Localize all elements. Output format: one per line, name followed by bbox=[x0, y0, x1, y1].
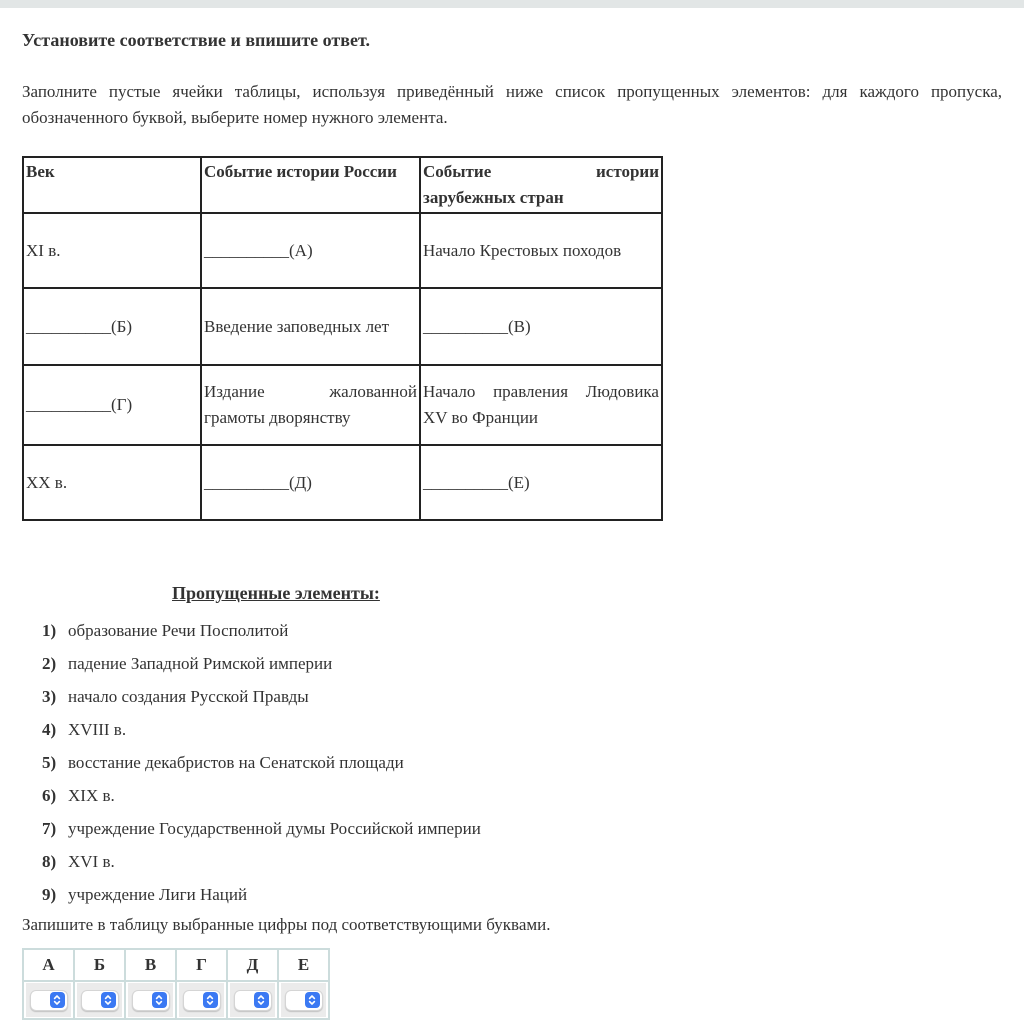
cell-blank-g: __________(Г) bbox=[23, 365, 201, 445]
missing-elements-list bbox=[22, 614, 1002, 911]
events-table-header-row bbox=[23, 157, 662, 213]
answer-select-b[interactable] bbox=[81, 990, 119, 1011]
answer-select-e[interactable] bbox=[285, 990, 323, 1011]
chevron-up-down-icon bbox=[152, 992, 167, 1008]
item-text: восстание декабристов на Сенатской площади bbox=[68, 752, 404, 772]
item-number: 2) bbox=[42, 653, 57, 673]
top-gray-bar bbox=[0, 0, 1024, 8]
item-number: 7) bbox=[42, 818, 57, 838]
answer-letter-v: В bbox=[125, 949, 176, 981]
table-row bbox=[23, 365, 662, 445]
item-number: 1) bbox=[42, 620, 57, 640]
item-text: учреждение Лиги Наций bbox=[68, 884, 248, 904]
table-row bbox=[23, 445, 662, 520]
cell-blank-v: __________(В) bbox=[420, 288, 662, 365]
answer-letter-g: Г bbox=[176, 949, 227, 981]
chevron-up-down-icon bbox=[305, 992, 320, 1008]
header-foreign-event bbox=[420, 157, 662, 213]
list-item bbox=[22, 845, 1002, 878]
cell-blank-d: __________(Д) bbox=[201, 445, 420, 520]
answer-select-d[interactable] bbox=[234, 990, 272, 1011]
list-item bbox=[22, 713, 1002, 746]
cell-charter-line-2: грамоты дворянству bbox=[204, 408, 351, 427]
chevron-up-down-icon bbox=[50, 992, 65, 1008]
header-russia-event: Событие истории России bbox=[201, 157, 420, 213]
answer-selects-row bbox=[23, 981, 329, 1019]
page-title: Установите соответствие и впишите ответ. bbox=[22, 30, 370, 50]
answer-select-cell bbox=[128, 983, 173, 1017]
cell-zapovednye-leta: Введение заповедных лет bbox=[201, 288, 420, 365]
answer-letter-e: Е bbox=[278, 949, 329, 981]
chevron-up-down-icon bbox=[101, 992, 116, 1008]
cell-century-xx: XX в. bbox=[23, 445, 201, 520]
header-foreign-line-2: зарубежных стран bbox=[423, 188, 564, 207]
chevron-up-down-icon bbox=[254, 992, 269, 1008]
item-number: 3) bbox=[42, 686, 57, 706]
answer-letter-a: А bbox=[23, 949, 74, 981]
item-text: начало создания Русской Правды bbox=[68, 686, 309, 706]
list-item bbox=[22, 779, 1002, 812]
cell-louis-word-3: Людовика bbox=[585, 382, 659, 401]
item-text: XIX в. bbox=[68, 785, 115, 805]
list-item bbox=[22, 647, 1002, 680]
answer-letter-d: Д bbox=[227, 949, 278, 981]
item-text: XVI в. bbox=[68, 851, 115, 871]
answer-letter-b: Б bbox=[74, 949, 125, 981]
answer-select-v[interactable] bbox=[132, 990, 170, 1011]
events-table bbox=[22, 156, 663, 521]
cell-louis-line-2: XV во Франции bbox=[423, 408, 539, 427]
write-answers-instruction: Запишите в таблицу выбранные цифры под соответствующими буквами. bbox=[22, 915, 551, 934]
item-number: 6) bbox=[42, 785, 57, 805]
cell-century-xi: XI в. bbox=[23, 213, 201, 288]
header-foreign-word-2: истории bbox=[595, 162, 659, 181]
answer-select-cell bbox=[77, 983, 122, 1017]
header-century: Век bbox=[23, 157, 201, 213]
question-page bbox=[0, 28, 1024, 1020]
answer-select-g[interactable] bbox=[183, 990, 221, 1011]
cell-crusades: Начало Крестовых походов bbox=[420, 213, 662, 288]
item-text: учреждение Государственной думы Российской империи bbox=[68, 818, 481, 838]
item-text: образование Речи Посполитой bbox=[68, 620, 289, 640]
list-item bbox=[22, 680, 1002, 713]
cell-blank-b: __________(Б) bbox=[23, 288, 201, 365]
cell-louis-word-2: правления bbox=[493, 382, 569, 401]
answer-letters-row bbox=[23, 949, 329, 981]
cell-blank-e: __________(Е) bbox=[420, 445, 662, 520]
list-item bbox=[22, 878, 1002, 911]
list-item bbox=[22, 614, 1002, 647]
cell-charter-nobility bbox=[201, 365, 420, 445]
header-foreign-word-1: Событие bbox=[423, 162, 492, 181]
cell-blank-a: __________(А) bbox=[201, 213, 420, 288]
answer-grid bbox=[22, 948, 330, 1020]
item-number: 4) bbox=[42, 719, 57, 739]
list-item bbox=[22, 812, 1002, 845]
chevron-up-down-icon bbox=[203, 992, 218, 1008]
item-number: 5) bbox=[42, 752, 57, 772]
cell-louis-word-1: Начало bbox=[423, 382, 476, 401]
missing-elements-heading: Пропущенные элементы: bbox=[172, 583, 380, 603]
cell-charter-word-2: жалованной bbox=[329, 382, 417, 401]
cell-charter-word-1: Издание bbox=[204, 382, 265, 401]
item-text: XVIII в. bbox=[68, 719, 127, 739]
item-number: 8) bbox=[42, 851, 57, 871]
answer-select-cell bbox=[281, 983, 326, 1017]
task-instruction: Заполните пустые ячейки таблицы, используя приведённый ниже список пропущенных элементов: для каждого пропуска, обозначенного буквой, выберите номер нужного элемента. bbox=[22, 82, 1002, 127]
answer-select-cell bbox=[26, 983, 71, 1017]
item-number: 9) bbox=[42, 884, 57, 904]
item-text: падение Западной Римской империи bbox=[68, 653, 333, 673]
table-row bbox=[23, 288, 662, 365]
answer-select-a[interactable] bbox=[30, 990, 68, 1011]
cell-louis-xv bbox=[420, 365, 662, 445]
list-item bbox=[22, 746, 1002, 779]
answer-select-cell bbox=[230, 983, 275, 1017]
table-row bbox=[23, 213, 662, 288]
answer-select-cell bbox=[179, 983, 224, 1017]
